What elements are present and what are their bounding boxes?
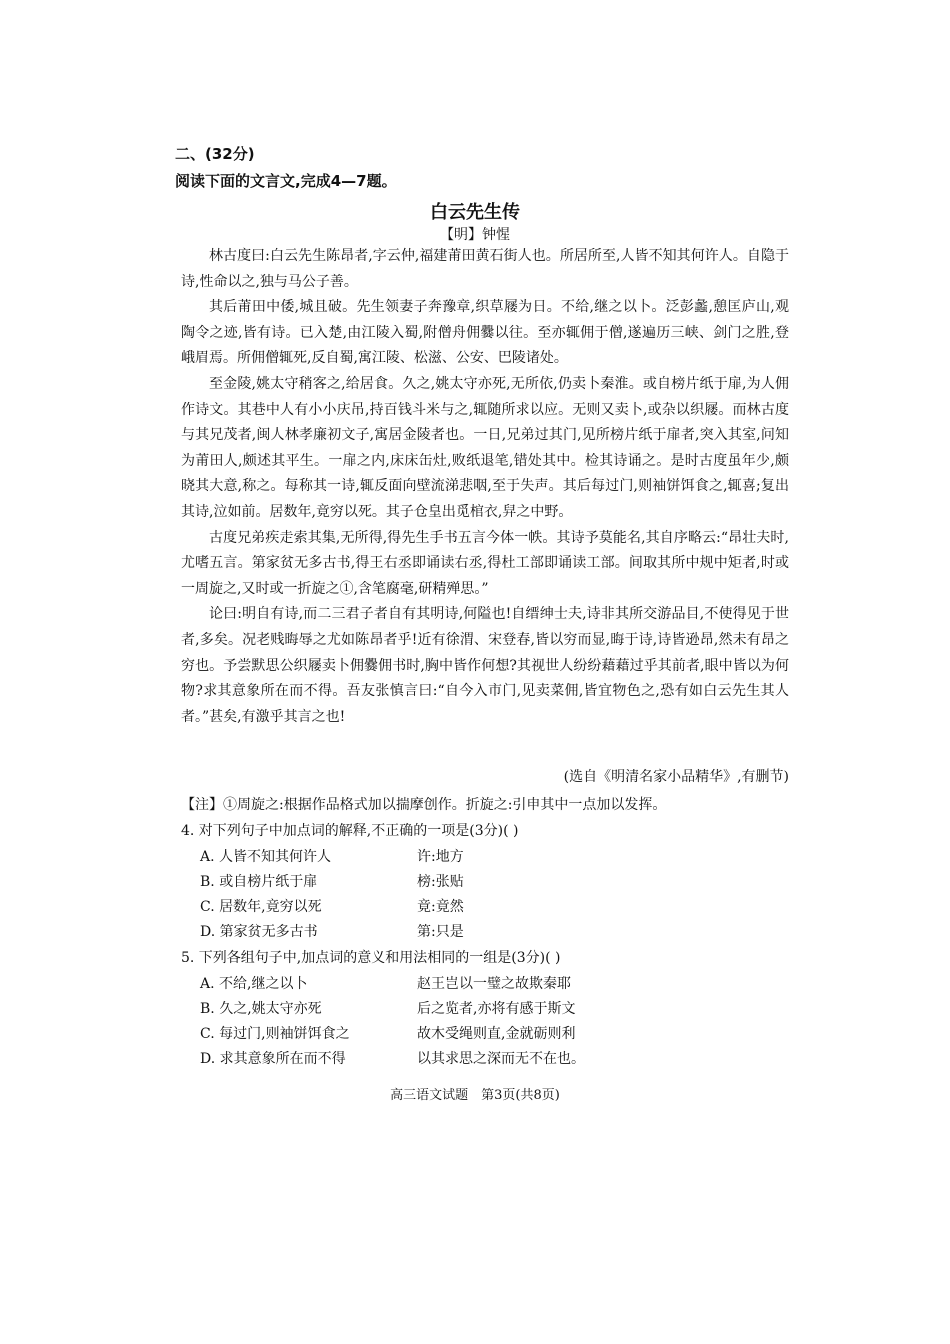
section-number: 二、(32分)	[175, 145, 255, 163]
passage-author: 【明】钟惺	[440, 227, 510, 243]
question-4-option-c: C. 居数年,竟穷以死	[200, 899, 322, 915]
question-5-option-a-explain: 赵王岂以一璧之故欺秦耶	[417, 976, 571, 992]
question-5-option-d-explain: 以其求思之深而无不在也。	[417, 1051, 585, 1067]
section-instruction: 阅读下面的文言文,完成4—7题。	[175, 172, 397, 190]
passage-paragraph-2: 其后莆田中倭,城且破。先生领妻子奔豫章,织草屦为日。不给,继之以卜。泛彭蠡,憩匡庐山,观陶令之迹,皆有诗。已入楚,由江陵入蜀,附僧舟佣爨以往。至亦辄佣于僧,遂遍历三峡、剑门之胜,登峨眉焉。所佣僧辄死,反自蜀,寓江陵、松滋、公安、巴陵诸处。	[181, 299, 789, 367]
question-5-option-c-explain: 故木受绳则直,金就砺则利	[417, 1026, 576, 1042]
annotation-note: 【注】①周旋之:根据作品格式加以揣摩创作。折旋之:引申其中一点加以发挥。	[181, 797, 667, 813]
passage-paragraph-5: 论曰:明自有诗,而二三君子者自有其明诗,何隘也!自缙绅士夫,诗非其所交游品目,不使得见于世者,多矣。况老贱晦辱之尤如陈昂者乎!近有徐渭、宋登春,皆以穷而显,晦于诗,诗皆逊昂,然未有昂之穷也。予尝默思公织屦卖卜佣爨佣书时,胸中皆作何想?其视世人纷纷藉藉过乎其前者,眼中皆以为何物?求其意象所在而不得。吾友张慎言曰:“自今入市门,见卖菜佣,皆宜物色之,恐有如白云先生其人者。”甚矣,有激乎其言之也!	[181, 606, 789, 725]
passage-paragraph-4: 古度兄弟疾走索其集,无所得,得先生手书五言今体一帙。其诗予莫能名,其自序略云:“昂壮夫时,尤嗜五言。第家贫无多古书,得王右丞即诵读右丞,得杜工部即诵读工部。间取其所中规中矩者,时或一周旋之,又时或一折旋之①,含笔腐毫,研精殚思。”	[181, 529, 789, 597]
passage-paragraph-3: 至金陵,姚太守稍客之,给居食。久之,姚太守亦死,无所依,仍卖卜秦淮。或自榜片纸于扉,为人佣作诗文。其巷中人有小小庆吊,持百钱斗米与之,辄随所求以应。无则又卖卜,或杂以织屦。而林古度与其兄茂者,闽人林孝廉初文子,寓居金陵者也。一日,兄弟过其门,见所榜片纸于扉者,突入其室,问知为莆田人,颇述其平生。一扉之内,床床缶灶,败纸退笔,错处其中。检其诗诵之。是时古度虽年少,颇晓其大意,称之。每称其一诗,辄反面向壁流涕悲咽,至于失声。其后每过门,则袖饼饵食之,辄喜;复出其诗,泣如前。居数年,竟穷以死。其子仓皇出觅棺衣,舁之中野。	[181, 375, 789, 520]
question-4-option-b: B. 或自榜片纸于扉	[200, 874, 318, 890]
question-5-option-b: B. 久之,姚太守亦死	[200, 1001, 322, 1017]
question-5-option-d: D. 求其意象所在而不得	[200, 1051, 346, 1067]
question-4-option-c-explain: 竟:竟然	[417, 899, 464, 915]
question-5-option-c: C. 每过门,则袖饼饵食之	[200, 1026, 350, 1042]
passage-body	[181, 244, 789, 730]
passage-paragraph-1: 林古度曰:白云先生陈昂者,字云仲,福建莆田黄石街人也。所居所至,人皆不知其何许人。自隐于诗,性命以之,独与马公子善。	[181, 248, 789, 290]
question-5-stem: 5. 下列各组句子中,加点词的意义和用法相同的一组是(3分)( )	[181, 950, 561, 966]
question-4-option-d-explain: 第:只是	[417, 924, 464, 940]
passage-title: 白云先生传	[430, 202, 520, 223]
question-5-option-b-explain: 后之览者,亦将有感于斯文	[417, 1001, 576, 1017]
question-5-option-a: A. 不给,继之以卜	[200, 976, 308, 992]
question-4-stem: 4. 对下列句子中加点词的解释,不正确的一项是(3分)( )	[181, 823, 519, 839]
question-4-option-d: D. 第家贫无多古书	[200, 924, 318, 940]
passage-source: (选自《明清名家小品精华》,有删节)	[563, 769, 789, 785]
question-4-option-a-explain: 许:地方	[417, 849, 464, 865]
question-4-option-b-explain: 榜:张贴	[417, 874, 464, 890]
question-4-option-a: A. 人皆不知其何许人	[200, 849, 332, 865]
page-footer: 高三语文试题 第3页(共8页)	[390, 1088, 560, 1103]
